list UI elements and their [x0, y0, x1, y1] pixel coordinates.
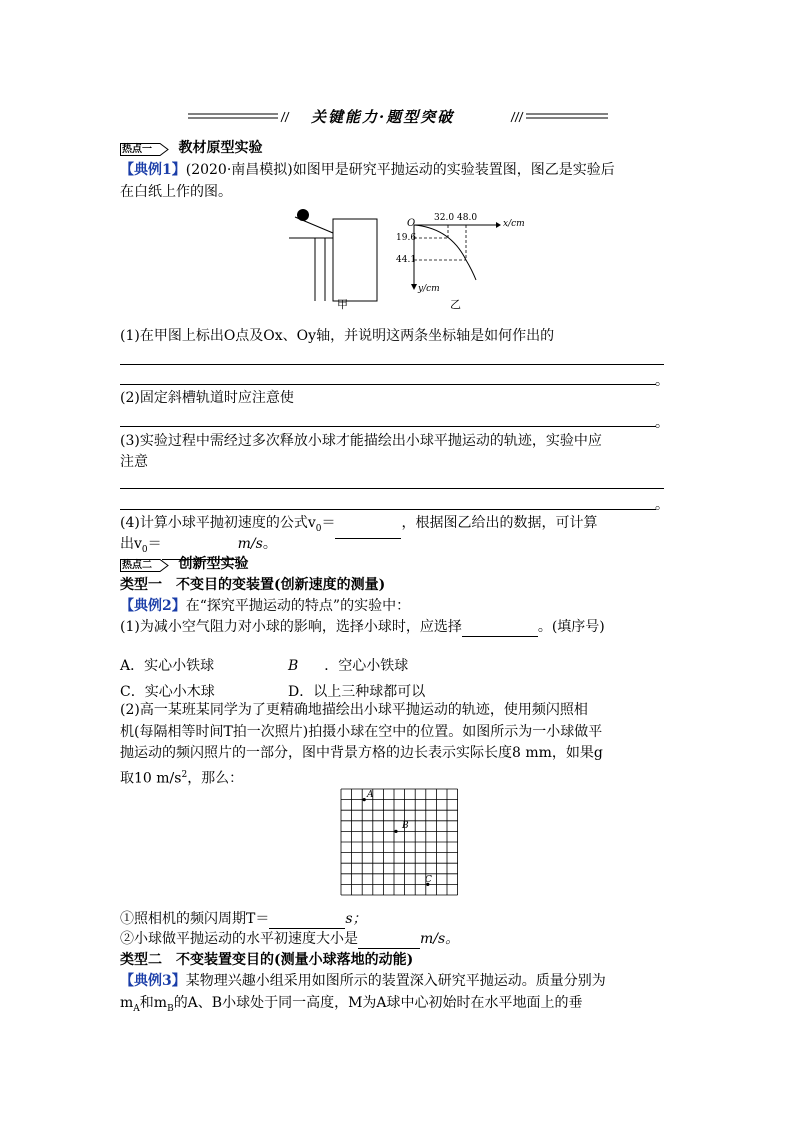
y-axis-label: y/cm [418, 284, 440, 294]
option-c[interactable]: C．实心小木球 [120, 684, 215, 700]
answer-line[interactable] [120, 426, 656, 427]
period: 。 [655, 497, 669, 513]
answer-line[interactable] [120, 384, 656, 385]
hot1-title: 教材原型实验 [178, 140, 263, 156]
ex2-q2-line3: 抛运动的频闪照片的一部分，图中背景方格的边长表示实际长度8 mm，如果g [120, 745, 603, 761]
answer-line[interactable] [120, 488, 664, 489]
formula-blank[interactable] [335, 522, 401, 539]
point-a [363, 798, 366, 801]
fig-jia-label: 甲 [337, 298, 348, 311]
point-a-label: A [367, 790, 374, 800]
period: 。 [655, 373, 669, 389]
hot1-heading [120, 138, 262, 158]
period-blank[interactable] [269, 912, 345, 929]
choice-blank[interactable] [462, 620, 538, 637]
ball-icon [297, 209, 309, 221]
hot1-tag: 热点一 [120, 143, 166, 156]
trajectory-curve [414, 225, 476, 280]
option-d[interactable]: D．以上三种球都可以 [288, 684, 426, 700]
point-b [394, 830, 397, 833]
axis-origin-label: O [407, 218, 416, 229]
x-tick-2: 48.0 [457, 213, 478, 223]
ex1-q3-line2: 注意 [120, 454, 148, 470]
point-c-label: C [425, 875, 432, 885]
ex1-q2: (2)固定斜槽轨道时应注意使 [120, 390, 294, 406]
hot2-tag: 热点二 [120, 559, 166, 572]
ex2-q2-line1: (2)高一某班某同学为了更精确地描绘出小球平抛运动的轨迹，使用频闪照相 [120, 702, 588, 718]
period: 。 [655, 415, 669, 431]
ex2-line1: 【典例2】在“探究平抛运动的特点”的实验中： [120, 598, 411, 614]
ex2-sub1: ①照相机的频闪周期T＝ s； [120, 911, 367, 927]
ex2-sub2: ②小球做平抛运动的水平初速度大小是 m/s。 [120, 931, 460, 947]
ex3-line1: 【典例3】某物理兴趣小组采用如图所示的装置深入研究平抛运动。质量分别为 [120, 973, 606, 989]
y-arrow-icon [411, 284, 417, 290]
option-a[interactable]: A．实心小铁球 [120, 658, 215, 674]
board-rect [333, 219, 377, 301]
ex2-q2-line4: 取10 $m/s^2$，那么： [120, 770, 244, 787]
ex2-q2-line2: 机(每隔相等时间T拍一次照片)拍摄小球在空中的位置。如图所示为一小球做平 [120, 724, 603, 740]
answer-line[interactable] [120, 509, 656, 510]
x-tick-1: 32.0 [434, 213, 455, 223]
ex1-line1: 【典例1】(2020·南昌模拟)如图甲是研究平抛运动的实验装置图，图乙是实验后 [120, 162, 615, 178]
page-title: 关键能力·题型突破 [311, 108, 455, 126]
y-tick-1: 19.6 [396, 233, 417, 243]
ex1-q1: (1)在甲图上标出O点及Ox、Oy轴，并说明这两条坐标轴是如何作出的 [120, 328, 555, 344]
type1-heading: 类型一 不变目的变装置(创新速度的测量) [120, 577, 386, 593]
ex1-line2: 在白纸上作的图。 [120, 184, 232, 200]
ex3-line2: $m_A$和$m_B$的A、B小球处于同一高度，M为A球中心初始时在水平地面上的垂 [120, 995, 583, 1014]
section-header [186, 108, 610, 128]
point-b-label: B [402, 821, 409, 831]
type2-heading: 类型二 不变装置变目的(测量小球落地的动能) [120, 952, 414, 968]
hot2-title: 创新型实验 [178, 556, 249, 572]
flash-photo-grid [340, 788, 460, 896]
y-tick-2: 44.1 [396, 255, 417, 265]
ex2-q1: (1)为减小空气阻力对小球的影响，选择小球时，应选择 。(填序号) [120, 619, 605, 635]
answer-line[interactable] [120, 364, 664, 365]
ex1-q3-line1: (3)实验过程中需经过多次释放小球才能描绘出小球平抛运动的轨迹，实验中应 [120, 433, 602, 449]
option-b[interactable]: B ．空心小铁球 [288, 658, 409, 674]
hot2-heading [120, 554, 248, 574]
fig-yi-label: 乙 [450, 298, 461, 311]
x-arrow-icon [496, 222, 501, 228]
ex1-q4-line2: 出$v_0= m/s$。 [120, 534, 277, 560]
ex1-q4-line1: (4)计算小球平抛初速度的公式$v_0=$ ，根据图乙给出的数据，可计算 [120, 513, 597, 539]
x-axis-label: x/cm [503, 219, 525, 229]
velocity-blank[interactable] [358, 932, 420, 949]
